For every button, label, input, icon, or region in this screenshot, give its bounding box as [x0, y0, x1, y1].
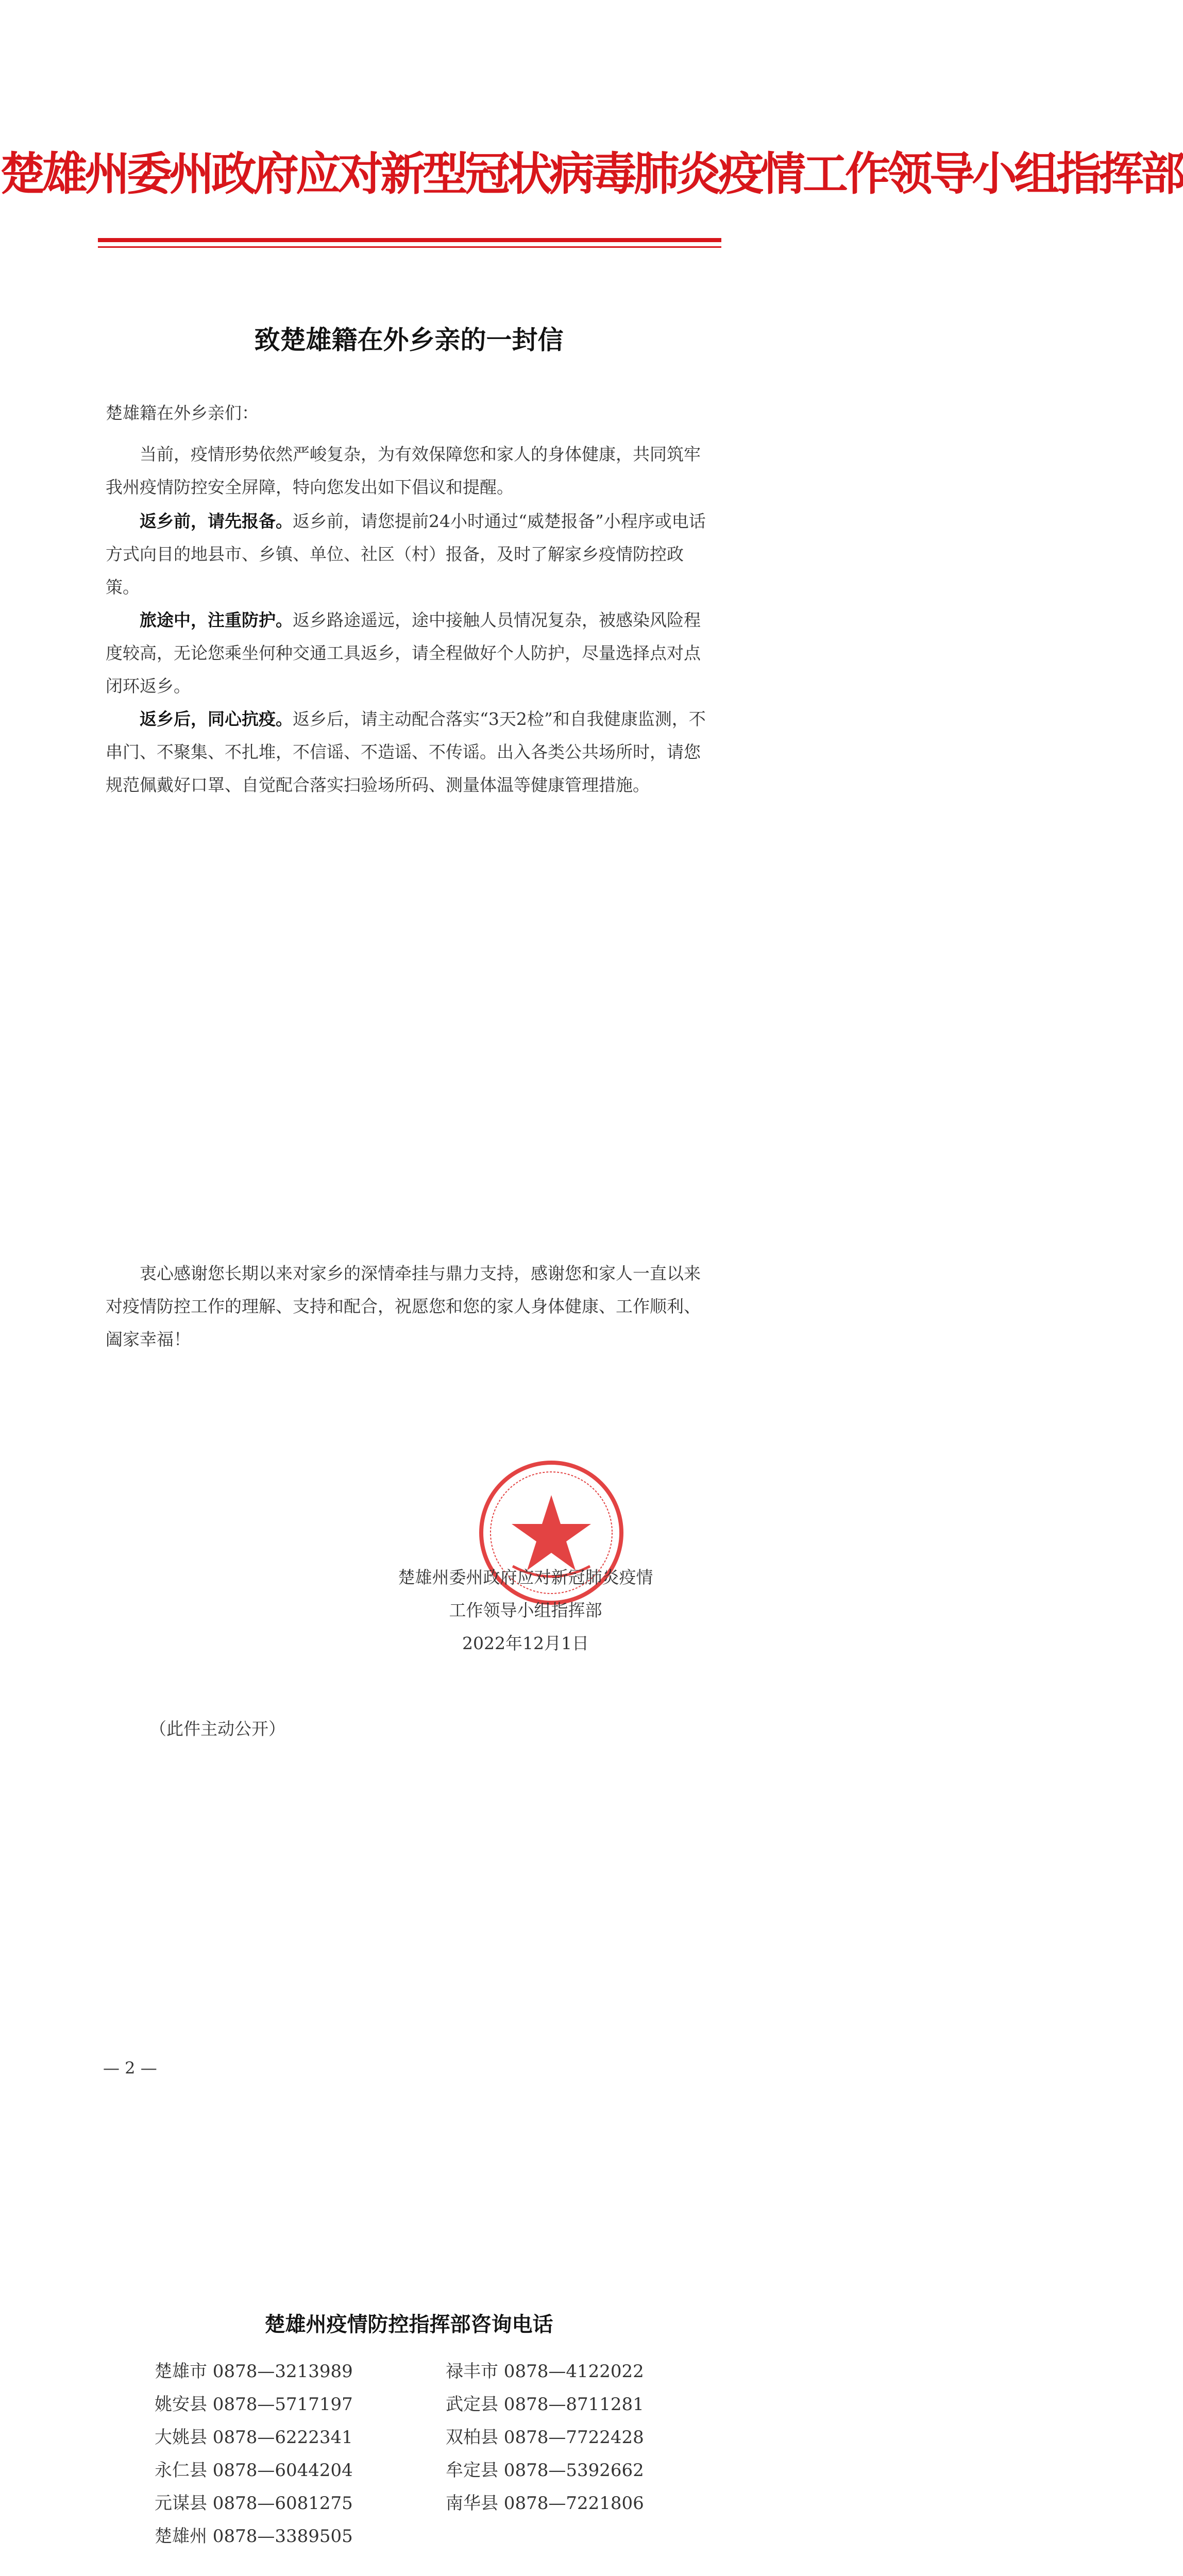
signature-line-1: 楚雄州委州政府应对新冠肺炎疫情	[398, 1567, 653, 1587]
phone-row	[155, 2489, 675, 2522]
heading-during-trip: 旅途中，注重防护。	[140, 610, 293, 630]
header-rule-thick	[98, 238, 721, 242]
salutation: 楚雄籍在外乡亲们：	[106, 403, 259, 423]
phone-entry: 武定县 0878—8711281	[446, 2394, 644, 2415]
header-rule-thin	[98, 246, 721, 248]
signature-date: 2022年12月1日	[462, 1633, 589, 1653]
paragraph-during-trip	[106, 604, 714, 703]
phone-list-epidemic	[155, 2357, 675, 2555]
contacts-page	[0, 2154, 818, 2576]
page-number-left: — 2 —	[103, 2058, 157, 2078]
phone-entry: 牟定县 0878—5392662	[446, 2460, 644, 2481]
phone-entry: 元谋县 0878—6081275	[155, 2493, 353, 2514]
issuer-header: 楚雄州委州政府应对新型冠状病毒肺炎疫情工作领导小组指挥部	[0, 147, 1183, 200]
phone-entry: 禄丰市 0878—4122022	[446, 2361, 644, 2382]
signature-block	[330, 1561, 721, 1660]
closing-body	[106, 1257, 714, 1356]
phone-row	[155, 2456, 675, 2489]
paragraph-thanks: 衷心感谢您长期以来对家乡的深情牵挂与鼎力支持，感谢您和家人一直以来对疫情防控工作的理解、支持和配合，祝愿您和您的家人身体健康、工作顺利、阖家幸福！	[106, 1263, 701, 1349]
signature-line-2: 工作领导小组指挥部	[449, 1600, 602, 1620]
phone-entry: 双柏县 0878—7722428	[446, 2427, 644, 2448]
phone-entry: 永仁县 0878—6044204	[155, 2460, 353, 2481]
phone-entry: 楚雄州 0878—3389505	[155, 2526, 353, 2547]
phone-entry: 南华县 0878—7221806	[446, 2493, 644, 2514]
phone-entry	[415, 2522, 675, 2555]
phone-entry: 楚雄市 0878—3213989	[155, 2361, 353, 2382]
text-before-return: 返乡前，请您提前24小时通过“威楚报备”小程序或电话方式向目的地县市、乡镇、单位、社区（村）报备，及时了解家乡疫情防控政策。	[106, 511, 706, 597]
phone-row	[155, 2357, 675, 2390]
phone-row	[155, 2423, 675, 2456]
heading-after-return: 返乡后，同心抗疫。	[140, 709, 293, 729]
paragraph-before-return	[106, 505, 714, 604]
public-note: （此件主动公开）	[149, 1719, 285, 1739]
text-after-return: 返乡后，请主动配合落实“3天2检”和自我健康监测，不串门、不聚集、不扎堆，不信谣、不造谣、不传谣。出入各类公共场所时，请您规范佩戴好口罩、自觉配合落实扫验场所码、测量体温等健康管理措施。	[106, 709, 706, 795]
letter-title: 致楚雄籍在外乡亲的一封信	[254, 325, 564, 355]
heading-before-return: 返乡前，请先报备。	[140, 511, 293, 531]
section-title-epidemic: 楚雄州疫情防控指挥部咨询电话	[264, 2312, 553, 2336]
phone-row	[155, 2390, 675, 2423]
text-during-trip: 返乡路途遥远，途中接触人员情况复杂，被感染风险程度较高，无论您乘坐何种交通工具返乡，请全程做好个人防护，尽量选择点对点闭环返乡。	[106, 610, 701, 696]
letter-body	[106, 438, 714, 802]
phone-row	[155, 2522, 675, 2555]
phone-entry: 姚安县 0878—5717197	[155, 2394, 353, 2415]
phone-entry: 大姚县 0878—6222341	[155, 2427, 353, 2448]
paragraph-after-return	[106, 703, 714, 802]
paragraph-intro: 当前，疫情形势依然严峻复杂，为有效保障您和家人的身体健康，共同筑牢我州疫情防控安全屏障，特向您发出如下倡议和提醒。	[106, 444, 701, 497]
